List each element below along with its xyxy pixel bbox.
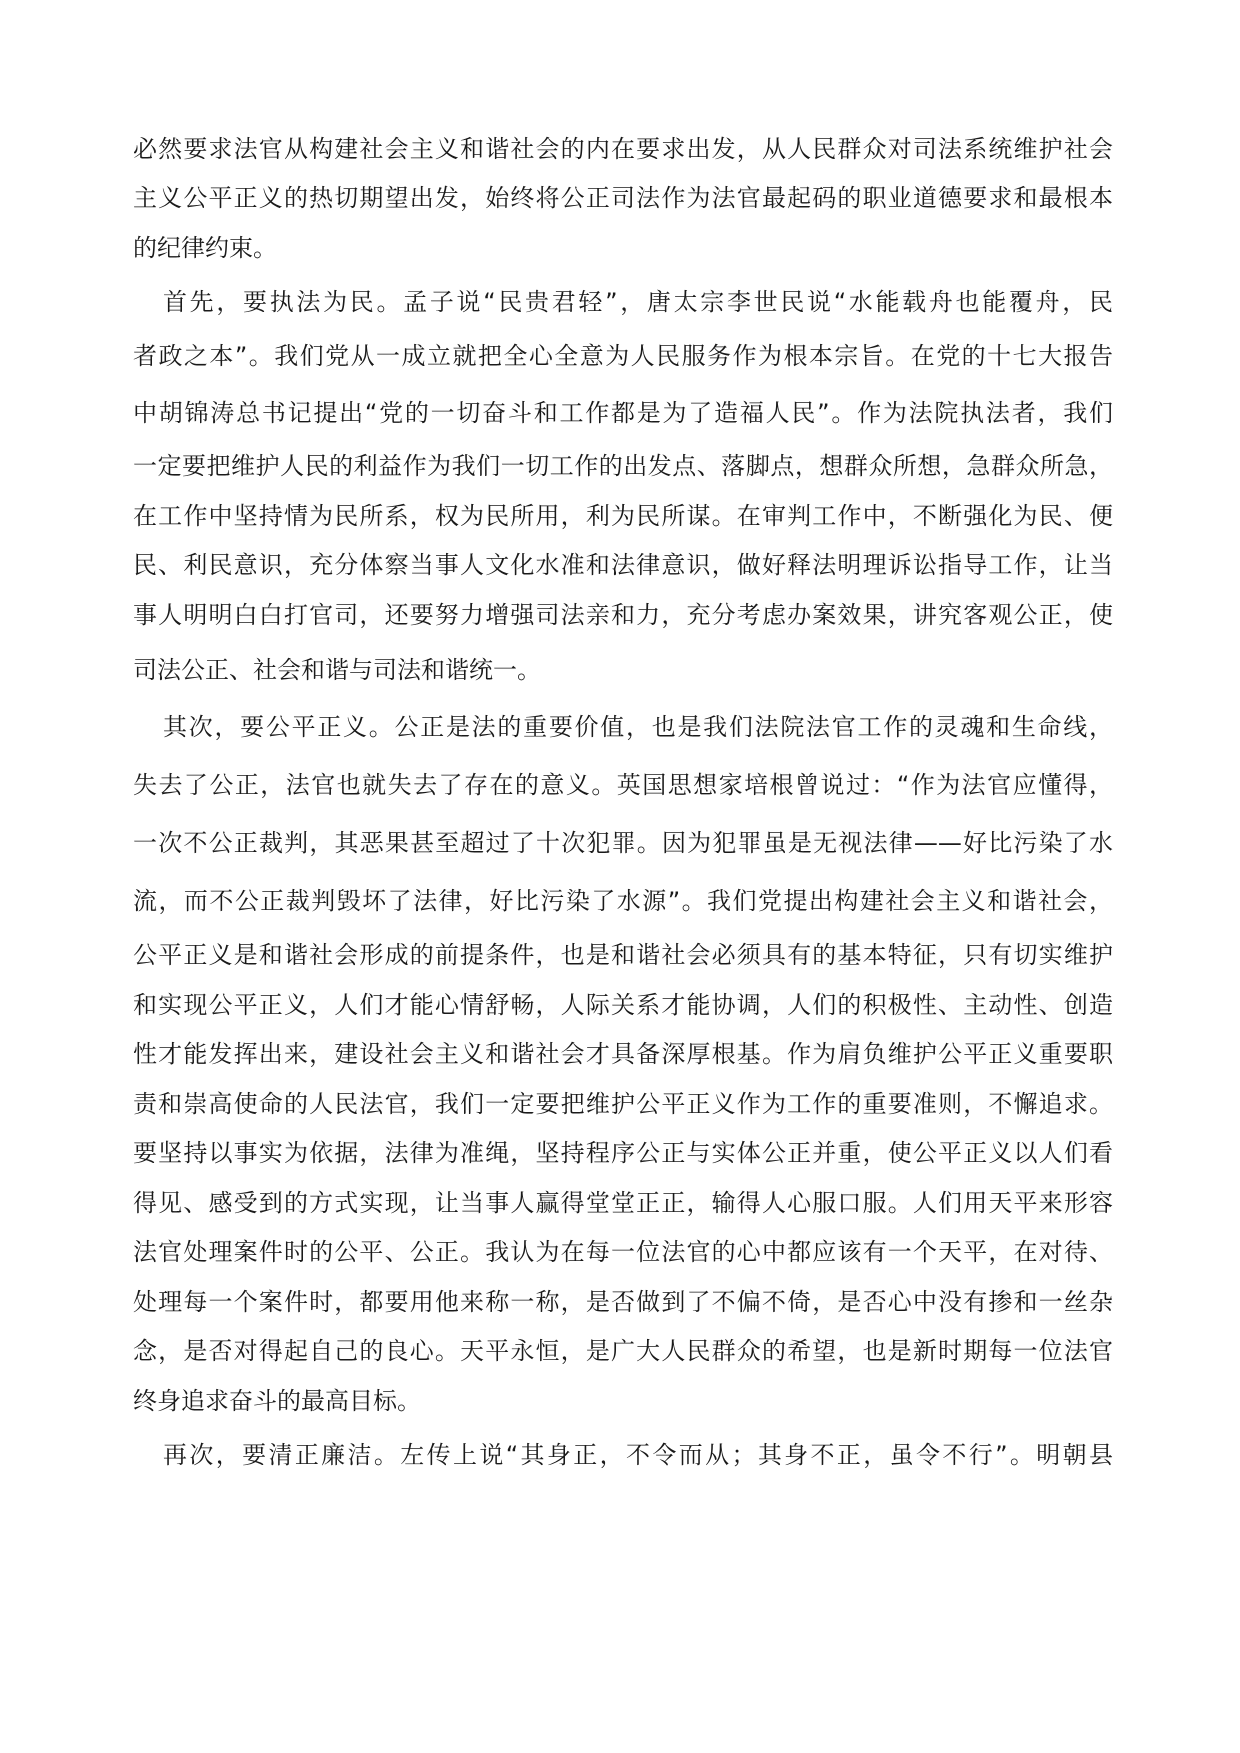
body-text-line: 民、利民意识，充分体察当事人文化水准和法律意识，做好释法明理诉讼指导工作，让当 xyxy=(133,551,1113,579)
body-text-line: 主义公平正义的热切期望出发，始终将公正司法作为法官最起码的职业道德要求和最根本 xyxy=(133,184,1113,212)
paragraph-first-line: 首先，要执法为民。孟子说“民贵君轻”，唐太宗李世民说“水能载舟也能覆舟，民 xyxy=(163,288,1113,316)
body-text-line: 念，是否对得起自己的良心。天平永恒，是广大人民群众的希望，也是新时期每一位法官 xyxy=(133,1337,1113,1365)
body-text-line: 得见、感受到的方式实现，让当事人赢得堂堂正正，输得人心服口服。人们用天平来形容 xyxy=(133,1189,1113,1217)
body-text-line: 和实现公平正义，人们才能心情舒畅，人际关系才能协调，人们的积极性、主动性、创造 xyxy=(133,991,1113,1019)
body-text-line: 要坚持以事实为依据，法律为准绳，坚持程序公正与实体公正并重，使公平正义以人们看 xyxy=(133,1139,1113,1167)
body-text-line: 一次不公正裁判，其恶果甚至超过了十次犯罪。因为犯罪虽是无视法律——好比污染了水 xyxy=(133,829,1113,857)
body-text-line: 中胡锦涛总书记提出“党的一切奋斗和工作都是为了造福人民”。作为法院执法者，我们 xyxy=(133,399,1113,427)
body-text-line: 一定要把维护人民的利益作为我们一切工作的出发点、落脚点，想群众所想，急群众所急， xyxy=(133,452,1113,480)
body-text-line: 流，而不公正裁判毁坏了法律，好比污染了水源”。我们党提出构建社会主义和谐社会， xyxy=(133,887,1113,915)
body-text-line: 者政之本”。我们党从一成立就把全心全意为人民服务作为根本宗旨。在党的十七大报告 xyxy=(133,342,1113,370)
paragraph-first-line: 其次，要公平正义。公正是法的重要价值，也是我们法院法官工作的灵魂和生命线， xyxy=(163,713,1113,741)
body-text-line: 公平正义是和谐社会形成的前提条件，也是和谐社会必须具有的基本特征，只有切实维护 xyxy=(133,941,1113,969)
body-text-line: 司法公正、社会和谐与司法和谐统一。 xyxy=(133,656,541,684)
body-text-line: 失去了公正，法官也就失去了存在的意义。英国思想家培根曾说过：“作为法官应懂得， xyxy=(133,771,1113,799)
body-text-line: 性才能发挥出来，建设社会主义和谐社会才具备深厚根基。作为肩负维护公平正义重要职 xyxy=(133,1040,1113,1068)
body-text-line: 在工作中坚持情为民所系，权为民所用，利为民所谋。在审判工作中，不断强化为民、便 xyxy=(133,502,1113,530)
paragraph-first-line: 再次，要清正廉洁。左传上说“其身正，不令而从；其身不正，虽令不行”。明朝县 xyxy=(163,1441,1113,1469)
body-text-line: 必然要求法官从构建社会主义和谐社会的内在要求出发，从人民群众对司法系统维护社会 xyxy=(133,135,1113,163)
body-text-line: 事人明明白白打官司，还要努力增强司法亲和力，充分考虑办案效果，讲究客观公正，使 xyxy=(133,601,1113,629)
body-text-line: 处理每一个案件时，都要用他来称一称，是否做到了不偏不倚，是否心中没有掺和一丝杂 xyxy=(133,1288,1113,1316)
body-text-line: 终身追求奋斗的最高目标。 xyxy=(133,1387,421,1415)
body-text-line: 的纪律约束。 xyxy=(133,234,277,262)
body-text-line: 责和崇高使命的人民法官，我们一定要把维护公平正义作为工作的重要准则，不懈追求。 xyxy=(133,1090,1113,1118)
body-text-line: 法官处理案件时的公平、公正。我认为在每一位法官的心中都应该有一个天平，在对待、 xyxy=(133,1238,1113,1266)
